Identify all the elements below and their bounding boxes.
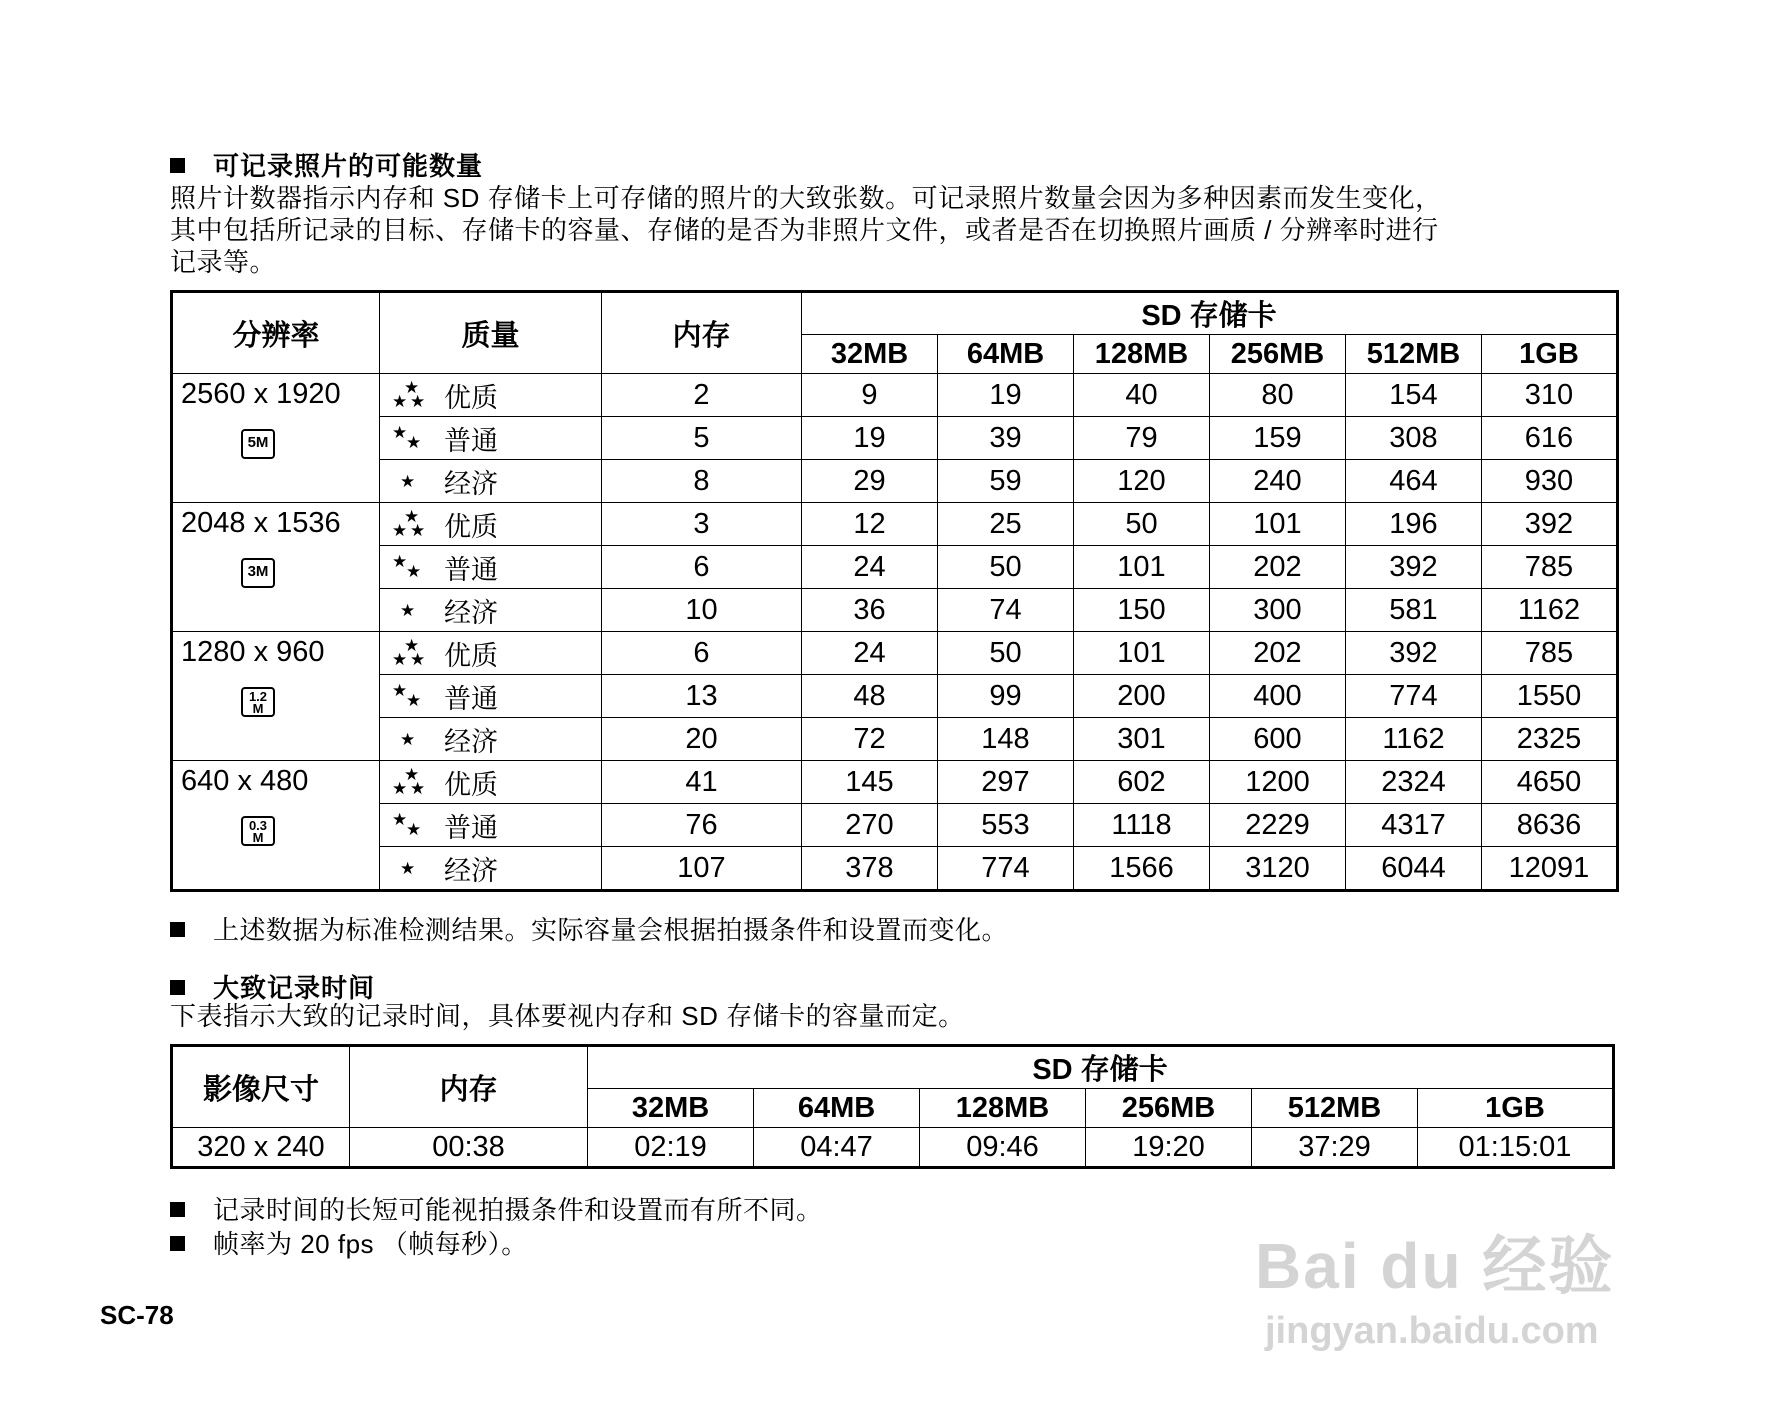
section2-paragraph: 下表指示大致的记录时间，具体要视内存和 SD 存储卡的容量而定。 bbox=[170, 1001, 965, 1031]
header-size: 64MB bbox=[754, 1089, 920, 1128]
cell-value: 600 bbox=[1210, 718, 1346, 761]
table-row bbox=[172, 761, 1618, 804]
note-frame-rate: 帧率为 20 fps （帧每秒）。 bbox=[170, 1224, 528, 1261]
cell-value: 37:29 bbox=[1252, 1128, 1418, 1168]
section-title-photo-count: 可记录照片的可能数量 bbox=[170, 146, 483, 183]
cell-value: 2229 bbox=[1210, 804, 1346, 847]
cell-value: 1550 bbox=[1482, 675, 1618, 718]
header-size: 32MB bbox=[588, 1089, 754, 1128]
record-time-table bbox=[170, 1044, 1615, 1169]
quality-label: 经济 bbox=[444, 468, 498, 499]
cell-quality bbox=[380, 804, 602, 847]
cell-value: 1162 bbox=[1482, 589, 1618, 632]
page-number: SC-78 bbox=[100, 1300, 174, 1330]
note-standard-results: 上述数据为标准检测结果。实际容量会根据拍摄条件和设置而变化。 bbox=[170, 910, 1008, 947]
three-stars-icon: ★ ★ ★ bbox=[392, 636, 426, 669]
cell-value: 930 bbox=[1482, 460, 1618, 503]
cell-value: 202 bbox=[1210, 546, 1346, 589]
cell-value: 39 bbox=[938, 417, 1074, 460]
paragraph-line: 照片计数器指示内存和 SD 存储卡上可存储的照片的大致张数。可记录照片数量会因为多种因素而发生变化， bbox=[170, 183, 1442, 213]
resolution-label: 2048 x 1536 bbox=[181, 507, 341, 539]
table-row bbox=[172, 632, 1618, 675]
table-row bbox=[172, 804, 1618, 847]
cell-value: 200 bbox=[1074, 675, 1210, 718]
cell-value: 150 bbox=[1074, 589, 1210, 632]
three-stars-icon: ★ ★ ★ bbox=[392, 507, 426, 540]
cell-value: 72 bbox=[802, 718, 938, 761]
cell-value: 774 bbox=[938, 847, 1074, 891]
header-size: 512MB bbox=[1346, 335, 1482, 374]
cell-value: 8 bbox=[602, 460, 802, 503]
cell-resolution bbox=[172, 503, 380, 632]
cell-value: 40 bbox=[1074, 374, 1210, 417]
resolution-badge-icon: 1.2 M bbox=[241, 687, 275, 717]
cell-value: 24 bbox=[802, 632, 938, 675]
cell-quality bbox=[380, 718, 602, 761]
header-image-size: 影像尺寸 bbox=[172, 1046, 350, 1128]
resolution-badge-icon: 0.3 M bbox=[241, 816, 275, 846]
cell-value: 101 bbox=[1074, 632, 1210, 675]
cell-resolution bbox=[172, 632, 380, 761]
cell-value: 9 bbox=[802, 374, 938, 417]
cell-value: 12 bbox=[802, 503, 938, 546]
cell-value: 400 bbox=[1210, 675, 1346, 718]
cell-value: 74 bbox=[938, 589, 1074, 632]
cell-value: 01:15:01 bbox=[1418, 1128, 1614, 1168]
cell-value: 50 bbox=[1074, 503, 1210, 546]
cell-value: 50 bbox=[938, 632, 1074, 675]
quality-label: 优质 bbox=[444, 640, 498, 671]
table-row bbox=[172, 847, 1618, 891]
paragraph-line: 记录等。 bbox=[170, 247, 277, 277]
cell-value: 4650 bbox=[1482, 761, 1618, 804]
watermark-url: jingyan.baidu.com bbox=[1265, 1310, 1599, 1352]
header-internal-memory: 内存 bbox=[602, 292, 802, 374]
cell-value: 12091 bbox=[1482, 847, 1618, 891]
cell-value: 159 bbox=[1210, 417, 1346, 460]
cell-quality bbox=[380, 546, 602, 589]
cell-value: 6 bbox=[602, 632, 802, 675]
bullet-square-icon bbox=[170, 1236, 185, 1251]
cell-value: 10 bbox=[602, 589, 802, 632]
cell-value: 240 bbox=[1210, 460, 1346, 503]
section-paragraph bbox=[170, 182, 1640, 278]
cell-value: 464 bbox=[1346, 460, 1482, 503]
two-stars-icon: ★ ★ bbox=[392, 552, 422, 581]
cell-value: 3120 bbox=[1210, 847, 1346, 891]
cell-value: 50 bbox=[938, 546, 1074, 589]
cell-value: 19:20 bbox=[1086, 1128, 1252, 1168]
photo-count-table bbox=[170, 290, 1619, 892]
header-size: 256MB bbox=[1086, 1089, 1252, 1128]
cell-value: 79 bbox=[1074, 417, 1210, 460]
cell-value: 107 bbox=[602, 847, 802, 891]
three-stars-icon: ★ ★ ★ bbox=[392, 378, 426, 411]
quality-label: 优质 bbox=[444, 511, 498, 542]
cell-quality bbox=[380, 460, 602, 503]
cell-value: 392 bbox=[1482, 503, 1618, 546]
quality-label: 优质 bbox=[444, 769, 498, 800]
cell-value: 19 bbox=[938, 374, 1074, 417]
cell-value: 09:46 bbox=[920, 1128, 1086, 1168]
cell-value: 6 bbox=[602, 546, 802, 589]
cell-value: 202 bbox=[1210, 632, 1346, 675]
table-row bbox=[172, 503, 1618, 546]
cell-image-size: 320 x 240 bbox=[172, 1128, 350, 1168]
cell-value: 581 bbox=[1346, 589, 1482, 632]
header-sd-card: SD 存储卡 bbox=[802, 292, 1618, 335]
cell-value: 13 bbox=[602, 675, 802, 718]
cell-value: 48 bbox=[802, 675, 938, 718]
bullet-square-icon bbox=[170, 158, 185, 173]
cell-value: 154 bbox=[1346, 374, 1482, 417]
cell-value: 270 bbox=[802, 804, 938, 847]
cell-value: 101 bbox=[1074, 546, 1210, 589]
cell-quality bbox=[380, 847, 602, 891]
cell-value: 1200 bbox=[1210, 761, 1346, 804]
cell-value: 2324 bbox=[1346, 761, 1482, 804]
cell-value: 602 bbox=[1074, 761, 1210, 804]
header-resolution: 分辨率 bbox=[172, 292, 380, 374]
cell-value: 1162 bbox=[1346, 718, 1482, 761]
section-title-record-time: 大致记录时间 bbox=[170, 968, 375, 1005]
cell-value: 02:19 bbox=[588, 1128, 754, 1168]
cell-value: 1566 bbox=[1074, 847, 1210, 891]
photo-table-body bbox=[172, 374, 1618, 891]
quality-label: 经济 bbox=[444, 597, 498, 628]
quality-label: 优质 bbox=[444, 382, 498, 413]
table-row bbox=[172, 675, 1618, 718]
cell-value: 392 bbox=[1346, 632, 1482, 675]
one-star-icon: ★ bbox=[400, 472, 416, 491]
table-row bbox=[172, 1128, 1614, 1168]
cell-value: 6044 bbox=[1346, 847, 1482, 891]
header-quality: 质量 bbox=[380, 292, 602, 374]
cell-value: 120 bbox=[1074, 460, 1210, 503]
table-row bbox=[172, 718, 1618, 761]
resolution-label: 1280 x 960 bbox=[181, 636, 325, 668]
header-size: 64MB bbox=[938, 335, 1074, 374]
two-stars-icon: ★ ★ bbox=[392, 810, 422, 839]
table-row bbox=[172, 460, 1618, 503]
cell-value: 20 bbox=[602, 718, 802, 761]
cell-value: 99 bbox=[938, 675, 1074, 718]
header-size: 128MB bbox=[1074, 335, 1210, 374]
quality-label: 普通 bbox=[444, 554, 498, 585]
cell-value: 297 bbox=[938, 761, 1074, 804]
cell-value: 148 bbox=[938, 718, 1074, 761]
cell-value: 1118 bbox=[1074, 804, 1210, 847]
cell-value: 04:47 bbox=[754, 1128, 920, 1168]
cell-value: 8636 bbox=[1482, 804, 1618, 847]
cell-quality bbox=[380, 675, 602, 718]
resolution-badge-icon: 5M bbox=[241, 429, 275, 459]
quality-label: 普通 bbox=[444, 683, 498, 714]
cell-quality bbox=[380, 589, 602, 632]
cell-value: 80 bbox=[1210, 374, 1346, 417]
paragraph-line: 其中包括所记录的目标、存储卡的容量、存储的是否为非照片文件，或者是否在切换照片画质 / 分辨率时进行 bbox=[170, 215, 1439, 245]
cell-value: 145 bbox=[802, 761, 938, 804]
note-record-time-varies: 记录时间的长短可能视拍摄条件和设置而有所不同。 bbox=[170, 1190, 823, 1227]
header-size: 1GB bbox=[1482, 335, 1618, 374]
cell-value: 4317 bbox=[1346, 804, 1482, 847]
cell-quality bbox=[380, 417, 602, 460]
header-internal-memory: 内存 bbox=[350, 1046, 588, 1128]
cell-value: 310 bbox=[1482, 374, 1618, 417]
cell-resolution bbox=[172, 374, 380, 503]
three-stars-icon: ★ ★ ★ bbox=[392, 765, 426, 798]
cell-value: 301 bbox=[1074, 718, 1210, 761]
cell-value: 19 bbox=[802, 417, 938, 460]
cell-value: 392 bbox=[1346, 546, 1482, 589]
cell-value: 29 bbox=[802, 460, 938, 503]
resolution-badge-icon: 3M bbox=[241, 558, 275, 588]
one-star-icon: ★ bbox=[400, 730, 416, 749]
resolution-label: 2560 x 1920 bbox=[181, 378, 341, 410]
header-size: 512MB bbox=[1252, 1089, 1418, 1128]
two-stars-icon: ★ ★ bbox=[392, 681, 422, 710]
cell-value: 2 bbox=[602, 374, 802, 417]
cell-quality bbox=[380, 632, 602, 675]
cell-value: 24 bbox=[802, 546, 938, 589]
watermark-logo: Bai du 经验 bbox=[1255, 1230, 1615, 1302]
table-row bbox=[172, 374, 1618, 417]
cell-value: 101 bbox=[1210, 503, 1346, 546]
cell-value: 36 bbox=[802, 589, 938, 632]
table-row bbox=[172, 589, 1618, 632]
quality-label: 经济 bbox=[444, 726, 498, 757]
cell-value: 00:38 bbox=[350, 1128, 588, 1168]
two-stars-icon: ★ ★ bbox=[392, 423, 422, 452]
cell-value: 308 bbox=[1346, 417, 1482, 460]
cell-value: 41 bbox=[602, 761, 802, 804]
cell-quality bbox=[380, 503, 602, 546]
cell-value: 196 bbox=[1346, 503, 1482, 546]
one-star-icon: ★ bbox=[400, 859, 416, 878]
cell-quality bbox=[380, 374, 602, 417]
resolution-label: 640 x 480 bbox=[181, 765, 309, 797]
bullet-square-icon bbox=[170, 922, 185, 937]
cell-value: 785 bbox=[1482, 632, 1618, 675]
header-size: 1GB bbox=[1418, 1089, 1614, 1128]
cell-value: 785 bbox=[1482, 546, 1618, 589]
cell-value: 378 bbox=[802, 847, 938, 891]
cell-value: 76 bbox=[602, 804, 802, 847]
header-size: 32MB bbox=[802, 335, 938, 374]
cell-quality bbox=[380, 761, 602, 804]
table-row bbox=[172, 417, 1618, 460]
cell-value: 300 bbox=[1210, 589, 1346, 632]
cell-value: 2325 bbox=[1482, 718, 1618, 761]
cell-value: 25 bbox=[938, 503, 1074, 546]
quality-label: 普通 bbox=[444, 425, 498, 456]
cell-value: 553 bbox=[938, 804, 1074, 847]
header-size: 256MB bbox=[1210, 335, 1346, 374]
cell-value: 5 bbox=[602, 417, 802, 460]
header-size: 128MB bbox=[920, 1089, 1086, 1128]
cell-value: 3 bbox=[602, 503, 802, 546]
cell-value: 616 bbox=[1482, 417, 1618, 460]
quality-label: 经济 bbox=[444, 855, 498, 886]
table-row bbox=[172, 546, 1618, 589]
quality-label: 普通 bbox=[444, 812, 498, 843]
cell-value: 774 bbox=[1346, 675, 1482, 718]
cell-value: 59 bbox=[938, 460, 1074, 503]
one-star-icon: ★ bbox=[400, 601, 416, 620]
cell-resolution bbox=[172, 761, 380, 891]
header-sd-card: SD 存储卡 bbox=[588, 1046, 1614, 1089]
bullet-square-icon bbox=[170, 1202, 185, 1217]
bullet-square-icon bbox=[170, 980, 185, 995]
